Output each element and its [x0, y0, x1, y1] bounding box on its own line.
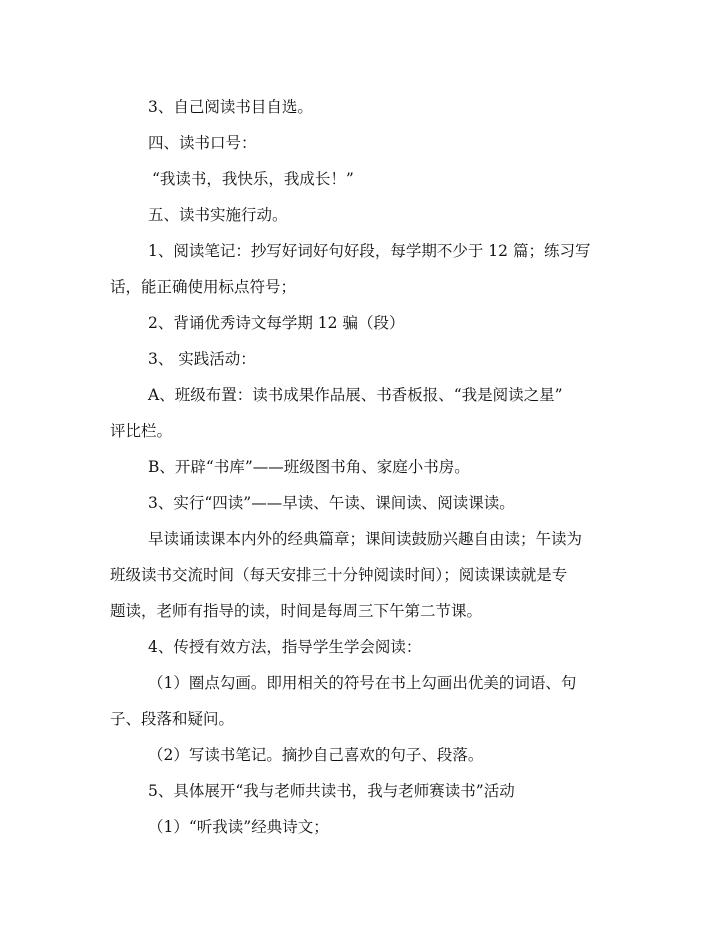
text-line: 2、背诵优秀诗文每学期 12 骗（段）: [148, 314, 405, 332]
text-line: 话，能正确使用标点符号；: [110, 278, 297, 296]
text-line: （1）圈点勾画。即用相关的符号在书上勾画出优美的词语、句: [148, 674, 577, 692]
text-line: 子、段落和疑问。: [110, 710, 235, 728]
text-line: “我读书，我快乐，我成长！”: [152, 170, 354, 188]
text-line: 早读诵读课本内外的经典篇章；课间读鼓励兴趣自由读；午读为: [148, 530, 583, 548]
text-line: （2）写读书笔记。摘抄自己喜欢的句子、段落。: [148, 746, 484, 764]
text-line: 3、自己阅读书目自选。: [148, 98, 313, 116]
text-line: 5、具体展开“我与老师共读书，我与老师赛读书”活动: [148, 782, 515, 800]
text-line: （1）“听我读”经典诗文；: [148, 818, 329, 836]
text-line: B、开辟“书库”——班级图书角、家庭小书房。: [148, 458, 470, 476]
text-line: 班级读书交流时间（每天安排三十分钟阅读时间）；阅读课读就是专: [110, 566, 568, 584]
text-line: 四、读书口号：: [148, 134, 257, 152]
text-line: 4、传授有效方法，指导学生学会阅读：: [148, 638, 422, 656]
text-line: 3、实行“四读”——早读、午读、课间读、阅读课读。: [148, 494, 515, 512]
text-line: 1、阅读笔记：抄写好词好句好段，每学期不少于 12 篇；练习写: [148, 242, 591, 260]
text-line: 五、读书实施行动。: [148, 206, 288, 224]
text-line: 评比栏。: [110, 422, 173, 440]
text-line: 题读，老师有指导的读，时间是每周三下午第二节课。: [110, 602, 483, 620]
text-line: A、班级布置：读书成果作品展、书香板报、“我是阅读之星”: [148, 386, 563, 404]
text-line: 3、 实践活动：: [148, 350, 256, 368]
